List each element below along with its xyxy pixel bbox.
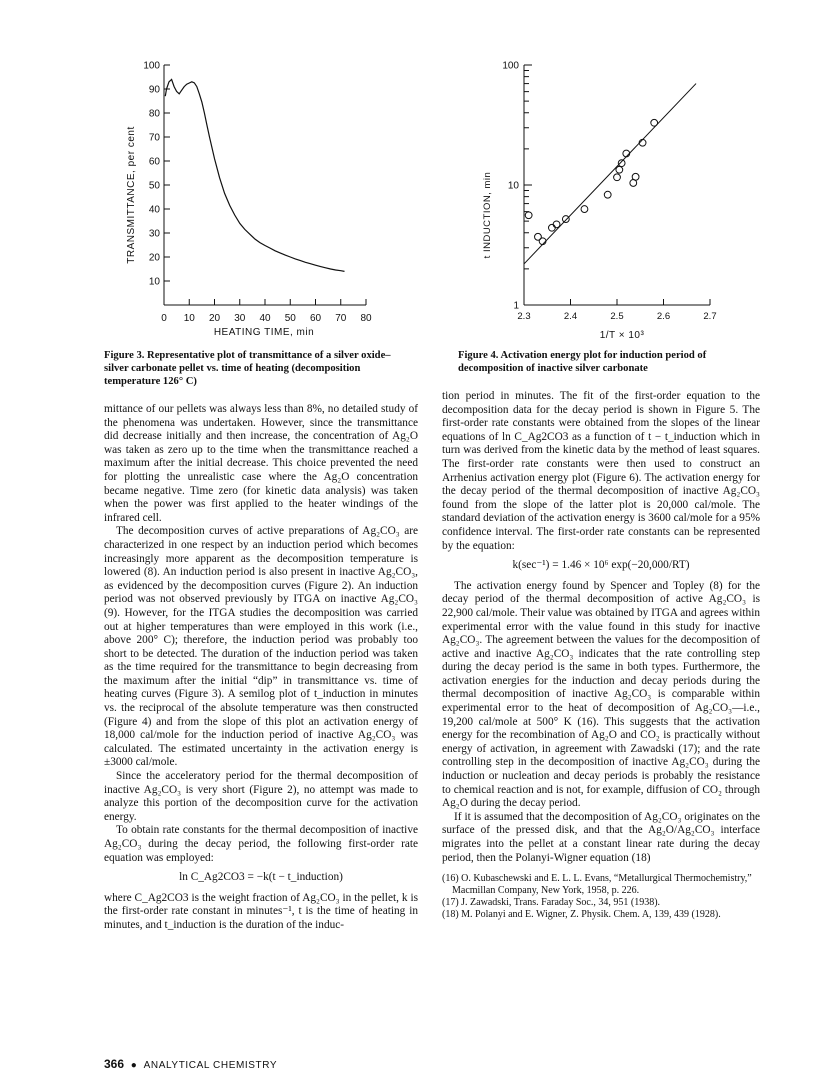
fig3-y-tick-label: 100 (143, 60, 160, 72)
fig4-x-tick-label: 2.5 (610, 311, 624, 322)
paragraph: If it is assumed that the decomposition of Ag₂CO₃ originates on the surface of the pressed disk, and that the Ag₂O/Ag₂CO₃ interface migrates into the pellet at a constant linear rate during the decay period, then the Polanyi-Wigner equation (18) (442, 810, 760, 864)
fig3-x-tick-label: 80 (360, 313, 372, 324)
fig3-x-tick-label: 60 (309, 313, 322, 324)
fig4-x-tick-label: 2.4 (563, 311, 578, 322)
reference: (17) J. Zawadski, Trans. Faraday Soc., 34, 951 (1938). (442, 897, 661, 909)
reference: (16) O. Kubaschewski and E. L. L. Evans, “Metallurgical Thermochemistry,” Macmillan Company, New York, 1958, p. 226. (442, 873, 752, 897)
figure-3-plot (100, 55, 390, 345)
left-text-column (104, 403, 418, 933)
fig3-y-tick-label: 30 (148, 228, 160, 240)
paragraph: The decomposition curves of active preparations of Ag₂CO₃ are characterized in one respect by an induction period which becomes increasingly more apparent as the decomposition temperature is lowered (8). An induction period is also present in inactive Ag₂CO₃, as evidenced by the decomposition curves (Figure 2). An induction period was not observed previously by ITGA on inactive Ag₂CO₃ (9). However, for the ITGA studies the decomposition was carried out at higher temperatures than were employed in this work (i.e., above 200° C); therefore, the induction period was probably too short to be detected. The duration of the induction period was taken as the time required for the transmittance to begin decreasing from the maximum after the initial “dip” in transmittance vs. time of heating curves (Figure 3). A semilog plot of t_induction in minutes vs. the reciprocal of the absolute temperature was then constructed (Figure 4) and from the slope of this plot an activation energy of 18,000 cal/mole for the induction period of inactive Ag₂CO₃ was calculated. The estimated uncertainty in the activation energy is ±3000 cal/mole. (104, 525, 418, 769)
fig4-x-tick-label: 2.6 (656, 311, 671, 322)
fig4-x-axis-label: 1/T × 10³ (599, 330, 645, 341)
paragraph: Since the acceleratory period for the thermal decomposition of inactive Ag₂CO₃ is very short (Figure 2), no attempt was made to analyze this portion of the decomposition curve for the activation energy. (104, 770, 418, 823)
fig3-y-tick-label: 90 (148, 84, 160, 96)
fig3-y-tick-label: 20 (148, 252, 160, 264)
fit-line (524, 84, 696, 264)
data-point (562, 216, 569, 223)
data-point (549, 224, 556, 231)
data-point (525, 212, 532, 219)
reference: (18) M. Polanyi and E. Wigner, Z. Physik. Chem. A, 139, 439 (1928). (442, 909, 721, 921)
fig4-y-tick-label: 100 (502, 60, 519, 72)
paragraph: where C_Ag2CO3 is the weight fraction of Ag₂CO₃ in the pellet, k is the first-order rate constant in minutes⁻¹, t is the time of heating in minutes, and t_induction is the duration of the induc- (104, 891, 418, 931)
fig3-y-tick-label: 60 (148, 156, 160, 168)
figure-4-chart (460, 55, 750, 345)
fig4-x-tick-label: 2.7 (703, 311, 717, 322)
fig3-y-tick-label: 50 (148, 180, 160, 192)
data-point (581, 206, 588, 213)
rate-equation: ln C_Ag2CO3 = −k(t − t_induction) (179, 871, 343, 884)
right-text-column (442, 390, 760, 921)
fig3-x-tick-label: 30 (234, 313, 246, 324)
page-number: 366 (104, 1057, 125, 1071)
references (442, 873, 760, 921)
data-point (604, 191, 611, 198)
fig3-y-tick-label: 70 (148, 132, 160, 144)
fig3-x-tick-label: 0 (161, 313, 167, 324)
fig4-y-tick-label: 1 (513, 300, 519, 312)
data-point (618, 160, 625, 167)
figure-4-plot (460, 55, 750, 345)
paragraph: The activation energy found by Spencer and Topley (8) for the decay period of the thermal decomposition of active Ag₂CO₃ is 22,900 cal/mole. Their value was obtained by ITGA and agrees within experimental error with the value found in this study for inactive Ag₂CO₃. The agreement between the values for the decomposition of active and inactive Ag₂CO₃ indicates that the rate controlling step during the decay period is the same in both types. Furthermore, the activation energies for the induction and decay periods during the thermal decomposition of inactive Ag₂CO₃ is comparable within experimental error to the heat of decomposition of Ag₂CO₃—i.e., 19,200 cal/mole at 500° K (16). This suggests that the activation energy for the recombination of Ag₂O and CO₂ is practically without energy of activation, in agreement with Zawadski (17); and the rate controlling step in the decomposition of inactive Ag₂CO₃ during the induction or nucleation and decay periods is probably the resistance to chemical reaction and is not, for example, diffusion of CO₂ through Ag₂O during the decay period. (442, 579, 760, 810)
fig3-x-tick-label: 40 (259, 313, 271, 324)
fig3-x-axis-label: HEATING TIME, min (213, 327, 315, 338)
data-point (651, 119, 658, 126)
transmittance-curve (165, 79, 344, 271)
page-footer: 366 ● ANALYTICAL CHEMISTRY (104, 1057, 278, 1071)
fig4-y-tick-label: 10 (507, 180, 519, 192)
data-point (616, 166, 623, 173)
journal-name: ANALYTICAL CHEMISTRY (143, 1060, 278, 1071)
fig4-y-axis-label: t INDUCTION, min (482, 171, 493, 259)
data-point (632, 173, 639, 180)
paragraph: tion period in minutes. The fit of the first-order equation to the decomposition data for the decay period is shown in Figure 5. The first-order rate constants were obtained from the slopes of the linear equations of ln C_Ag2CO3 as a function of t − t_induction which in turn was derived from the kinetic data by the method of least squares. The first-order rate constants were then used to construct an Arrhenius activation energy plot (Figure 6). The activation energy for the decay period of the thermal decomposition of inactive Ag₂CO₃ found from the slope of the latter plot is 20,000 cal/mole. The standard deviation of the activation energy is 3600 cal/mole for a 95% confidence interval. The first-order rate constants can be represented by the equation: (442, 390, 760, 552)
fig3-y-axis-label: TRANSMITTANCE, per cent (126, 126, 137, 264)
fig4-x-tick-label: 2.3 (517, 311, 531, 322)
fig3-x-tick-label: 20 (208, 313, 221, 324)
fig3-y-tick-label: 80 (148, 108, 160, 120)
figure-3-caption: Figure 3. Representative plot of transmittance of a silver oxide–silver carbonate pellet vs. time of heating (decomposition temperature 126° C) (104, 350, 391, 387)
rate-constant-equation: k(sec⁻¹) = 1.46 × 10⁶ exp(−20,000/RT) (512, 559, 690, 572)
data-point (614, 174, 621, 181)
figure-3-chart (100, 55, 390, 345)
figure-4-caption: Figure 4. Activation energy plot for induction period of decomposition of inactive silver carbonate (458, 350, 707, 374)
fig3-y-tick-label: 40 (148, 204, 160, 216)
data-point (553, 221, 560, 228)
paragraph: To obtain rate constants for the thermal decomposition of inactive Ag₂CO₃ during the decay period, the following first-order rate equation was employed: (104, 824, 418, 864)
fig3-y-tick-label: 10 (148, 276, 160, 288)
fig3-x-tick-label: 10 (183, 313, 195, 324)
fig3-x-tick-label: 70 (335, 313, 347, 324)
fig3-x-tick-label: 50 (284, 313, 296, 324)
paragraph: mittance of our pellets was always less than 8%, no detailed study of the phenomena was undertaken. However, since the transmittance did decrease initially and then increase, the concentration of Ag₂O was taken as zero up to the time when the transmittance reached a maximum after the initial decrease. This choice prevented the need for plotting the unrealistic case where the Ag₂O concentration became negative. Time zero (for kinetic data analysis) was taken when the power was first applied to the heater windings of the infrared cell. (104, 403, 418, 524)
